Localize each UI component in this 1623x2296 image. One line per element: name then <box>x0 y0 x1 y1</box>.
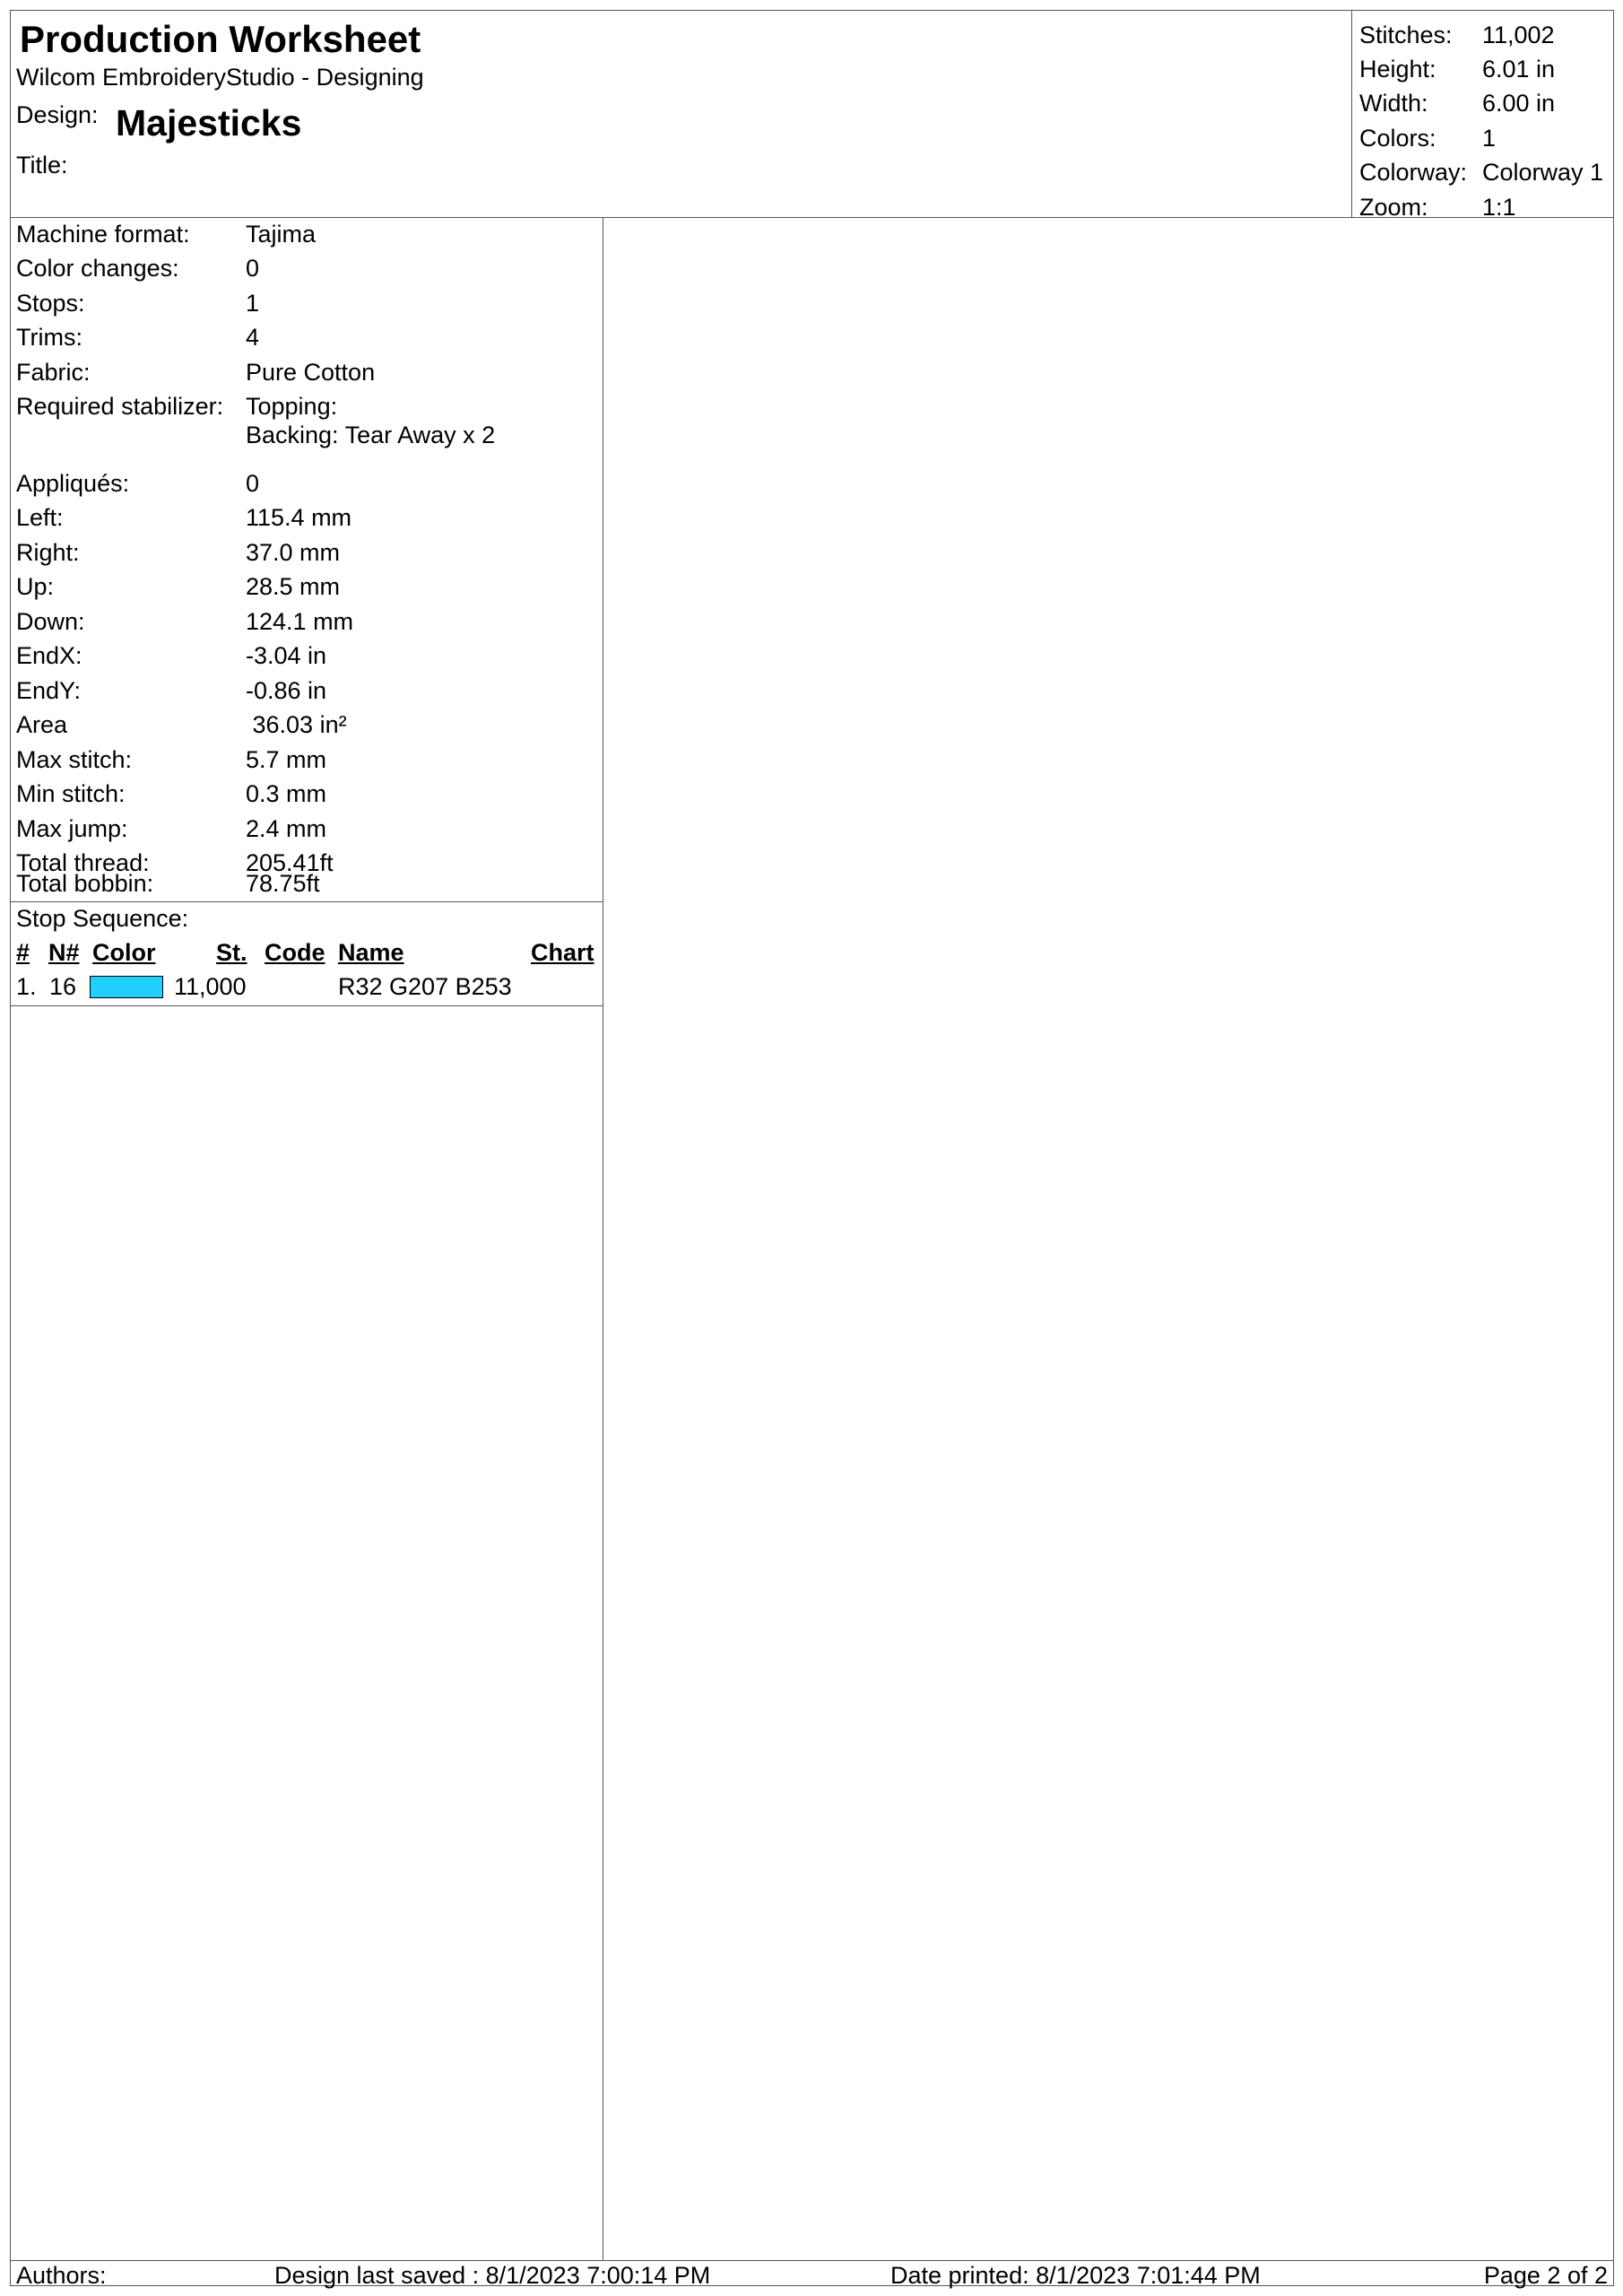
worksheet-footer <box>11 2260 1613 2289</box>
row-number: 1. <box>16 973 37 1000</box>
detail-value: Pure Cotton <box>246 359 376 386</box>
detail-value: -3.04 in <box>246 642 327 669</box>
stat-label: Width: <box>1359 90 1428 117</box>
stat-label: Stitches: <box>1359 22 1453 48</box>
stat-row-colors <box>1352 121 1613 155</box>
detail-value: 37.0 mm <box>246 539 341 566</box>
detail-label: Color changes: <box>16 255 179 282</box>
detail-value: 0.3 mm <box>246 780 327 807</box>
detail-label: Left: <box>16 504 64 531</box>
stat-label: Height: <box>1359 56 1436 83</box>
column-header-name: Name <box>338 939 404 966</box>
stat-value: Colorway 1 <box>1482 159 1604 186</box>
detail-value: 28.5 mm <box>246 573 341 600</box>
detail-value: 205.41ft <box>246 849 334 876</box>
page-title: Production Worksheet <box>20 18 421 60</box>
design-label: Design: <box>16 101 99 128</box>
stat-row-stitches <box>1352 18 1613 52</box>
row-stitches: 11,000 <box>174 973 247 1000</box>
detail-value: 78.75ft <box>246 870 320 897</box>
detail-value: 2.4 mm <box>246 815 327 842</box>
title-label: Title: <box>16 152 68 178</box>
column-header-number: # <box>16 939 30 966</box>
footer-last-saved: Design last saved : 8/1/2023 7:00:14 PM <box>274 2262 711 2289</box>
design-stats <box>1351 11 1613 221</box>
footer-page-number: Page 2 of 2 <box>1483 2262 1608 2289</box>
stat-value: 6.00 in <box>1482 90 1556 117</box>
detail-value: 124.1 mm <box>246 608 354 635</box>
row-name: R32 G207 B253 <box>338 973 512 1000</box>
detail-label: Down: <box>16 608 85 635</box>
stat-label: Zoom: <box>1359 194 1428 221</box>
column-header-chart: Chart <box>531 939 595 966</box>
detail-value: 1 <box>246 290 260 317</box>
stat-label: Colorway: <box>1359 159 1468 186</box>
detail-label: Fabric: <box>16 359 91 386</box>
detail-label: Right: <box>16 539 80 566</box>
stat-value: 1 <box>1482 125 1497 152</box>
stat-row-colorway <box>1352 155 1613 189</box>
detail-label: Area <box>16 711 68 738</box>
detail-label: Min stitch: <box>16 780 126 807</box>
detail-label: Max jump: <box>16 815 128 842</box>
stat-value: 6.01 in <box>1482 56 1556 83</box>
detail-value: -0.86 in <box>246 677 327 704</box>
stat-label: Colors: <box>1359 125 1436 152</box>
detail-label: Appliqués: <box>16 470 130 497</box>
row-needle: 16 <box>49 973 77 1000</box>
detail-value-continued: Backing: Tear Away x 2 <box>246 422 496 448</box>
detail-label: Total bobbin: <box>16 870 154 897</box>
stat-value: 1:1 <box>1482 194 1516 221</box>
detail-value: 0 <box>246 470 260 497</box>
detail-label: Machine format: <box>16 221 190 248</box>
color-swatch <box>90 976 163 998</box>
detail-value: 5.7 mm <box>246 746 327 773</box>
stat-row-width <box>1352 86 1613 120</box>
column-header-color: Color <box>92 939 156 966</box>
details-column <box>11 217 603 2260</box>
detail-label: Max stitch: <box>16 746 133 773</box>
detail-label: EndY: <box>16 677 82 704</box>
stop-sequence <box>11 901 603 1006</box>
detail-label: Trims: <box>16 324 82 351</box>
detail-value: 4 <box>246 324 260 351</box>
column-header-stitches: St. <box>216 939 247 966</box>
detail-label: Stops: <box>16 290 85 317</box>
column-header-needle: N# <box>48 939 80 966</box>
detail-value: 0 <box>246 255 260 282</box>
footer-authors: Authors: <box>16 2262 107 2289</box>
detail-value: 115.4 mm <box>246 504 352 531</box>
design-name: Majesticks <box>116 102 302 144</box>
app-name: Wilcom EmbroideryStudio - Designing <box>16 64 424 91</box>
column-header-code: Code <box>265 939 325 966</box>
detail-value: 36.03 in² <box>246 711 347 738</box>
worksheet-header <box>11 11 1613 221</box>
detail-label: Up: <box>16 573 55 600</box>
detail-label: Required stabilizer: <box>16 393 224 420</box>
detail-value: Tajima <box>246 221 317 248</box>
stop-sequence-title: Stop Sequence: <box>16 905 189 932</box>
stat-value: 11,002 <box>1482 22 1555 48</box>
worksheet-frame <box>10 10 1614 2289</box>
detail-label: EndX: <box>16 642 82 669</box>
detail-value: Topping: <box>246 393 338 420</box>
footer-date-printed: Date printed: 8/1/2023 7:01:44 PM <box>890 2262 1261 2289</box>
stat-row-zoom <box>1352 190 1613 224</box>
design-details <box>11 217 603 902</box>
stat-row-height <box>1352 52 1613 86</box>
detail-label: Total thread: <box>16 849 150 876</box>
